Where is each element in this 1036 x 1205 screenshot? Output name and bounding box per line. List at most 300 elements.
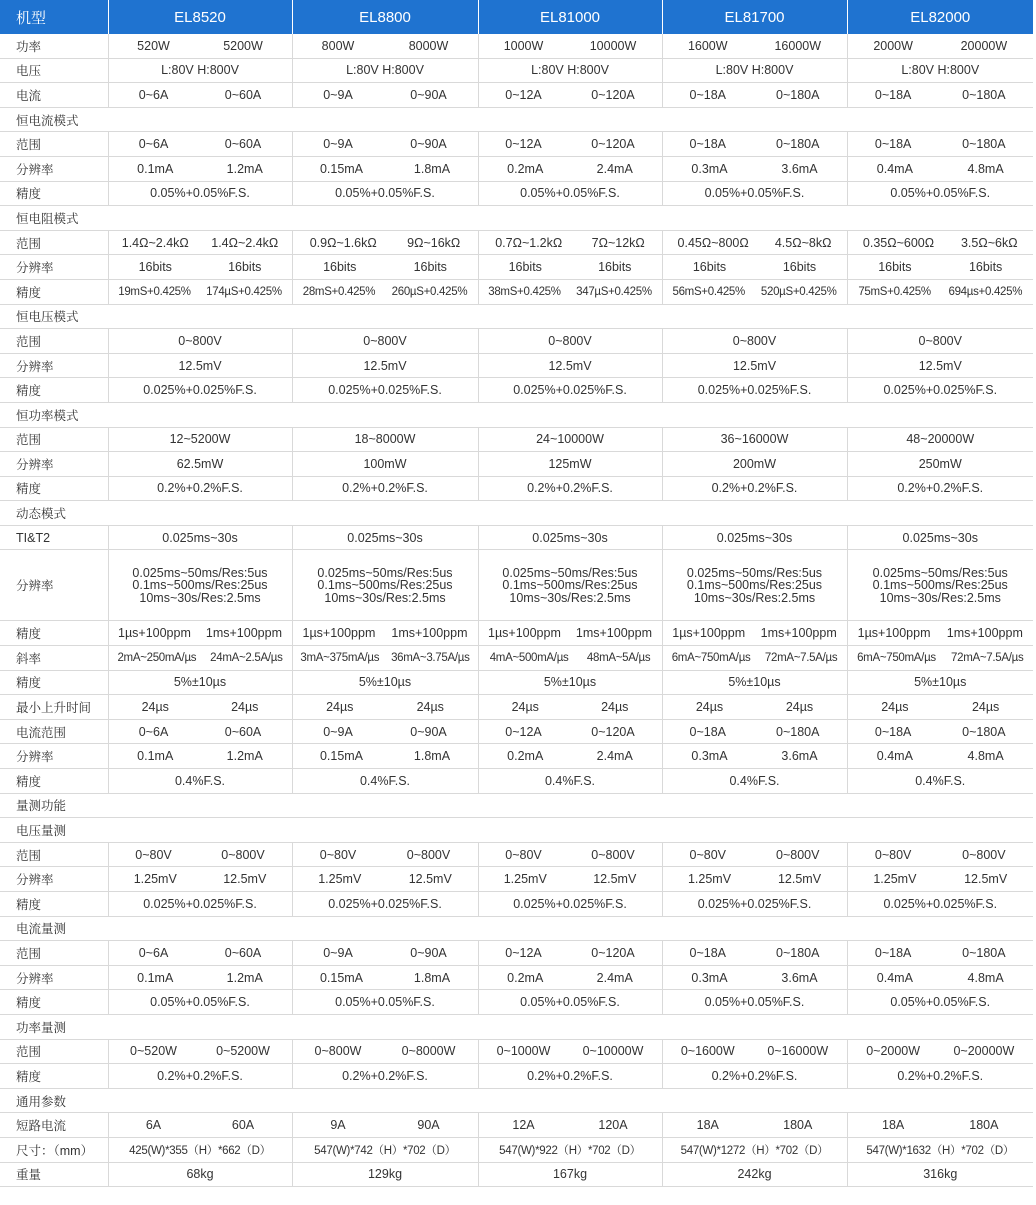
model-header-3: EL81000 [478, 0, 662, 34]
value-pair [848, 749, 1034, 763]
value-pair [663, 626, 847, 640]
model-value-cell [108, 965, 292, 990]
model-value-cell [478, 255, 662, 280]
model-value-cell [108, 452, 292, 477]
value-text: 0.2%+0.2%F.S. [342, 481, 428, 496]
low-range-value: 1.25mV [318, 872, 362, 887]
high-range-value: 36mA~3.75A/µs [391, 651, 470, 664]
value-pair [848, 872, 1034, 886]
model-value-cell [662, 83, 847, 108]
value-pair [663, 137, 847, 151]
model-value-cell [662, 842, 847, 867]
value-text: 250mW [918, 456, 962, 471]
low-range-value: 1µs+100ppm [488, 626, 561, 641]
model-value-cell [847, 452, 1033, 477]
section-title: 电压量测 [0, 818, 1033, 843]
high-range-value: 1.4Ω~2.4kΩ [211, 235, 279, 250]
high-range-value: 260µS+0.425% [391, 285, 468, 298]
high-range-value: 0~800V [591, 847, 635, 862]
low-range-value: 0~1000W [496, 1044, 551, 1059]
section-header-row [0, 402, 1033, 427]
spec-row [0, 670, 1033, 695]
value-pair [848, 162, 1034, 176]
value-text: 547(W)*1272（H）*702（D） [680, 1144, 829, 1157]
high-range-value: 72mA~7.5A/µs [764, 651, 838, 664]
low-range-value: 0~9A [323, 87, 353, 102]
high-range-value: 24µs [971, 700, 1000, 715]
high-range-value: 0~800V [406, 847, 451, 862]
value-pair [479, 725, 662, 739]
low-range-value: 0.2mA [507, 161, 544, 176]
model-value-cell [478, 769, 662, 794]
high-range-value: 0~180A [776, 87, 820, 102]
value-text: 167kg [552, 1167, 588, 1182]
model-value-cell [292, 941, 478, 966]
model-value-cell [662, 941, 847, 966]
low-range-value: 0.3mA [691, 970, 728, 985]
row-label: 分辨率 [0, 156, 108, 181]
value-text: 129kg [367, 1167, 403, 1182]
section-title: 动态模式 [0, 501, 1033, 526]
spec-row [0, 646, 1033, 671]
model-value-cell [662, 695, 847, 720]
model-value-cell [108, 1039, 292, 1064]
model-value-cell [292, 965, 478, 990]
value-pair [479, 39, 662, 53]
low-range-value: 0~6A [138, 137, 169, 152]
spec-row [0, 1137, 1033, 1162]
spec-row [0, 230, 1033, 255]
section-title: 通用参数 [0, 1088, 1033, 1113]
high-range-value: 0~120A [591, 87, 635, 102]
high-range-value: 16bits [598, 260, 632, 275]
value-text: 0.4%F.S. [174, 773, 226, 788]
model-value-cell [292, 279, 478, 304]
spec-row [0, 427, 1033, 452]
value-text: 0.2%+0.2%F.S. [157, 481, 243, 496]
high-range-value: 1ms+100ppm [391, 626, 468, 641]
high-range-value: 0~120A [591, 137, 635, 152]
high-range-value: 16bits [228, 260, 262, 275]
section-header-row [0, 1014, 1033, 1039]
value-pair [663, 946, 847, 960]
spec-row [0, 744, 1033, 769]
high-range-value: 347µS+0.425% [576, 285, 652, 298]
model-value-cell [847, 353, 1033, 378]
high-range-value: 0~180A [962, 87, 1006, 102]
high-range-value: 0~180A [962, 945, 1006, 960]
value-text: 0~800V [918, 333, 962, 348]
value-text: 0.4%F.S. [729, 773, 780, 788]
high-range-value: 0~800V [962, 847, 1006, 862]
low-range-value: 0~80V [319, 847, 357, 862]
row-label: 分辨率 [0, 452, 108, 477]
low-range-value: 0~18A [874, 724, 912, 739]
value-pair [479, 162, 662, 176]
high-range-value: 16000W [774, 38, 822, 53]
spec-row [0, 941, 1033, 966]
high-range-value: 120A [598, 1118, 628, 1133]
model-value-cell [108, 1113, 292, 1138]
low-range-value: 18A [882, 1118, 905, 1133]
row-label: 范围 [0, 230, 108, 255]
high-range-value: 1.2mA [226, 970, 263, 985]
model-value-cell [292, 378, 478, 403]
value-pair [293, 286, 478, 298]
model-value-cell [847, 279, 1033, 304]
value-text: 5%±10µs [173, 675, 227, 690]
value-text: 0.2%+0.2%F.S. [897, 1068, 984, 1083]
low-range-value: 0~12A [505, 945, 542, 960]
row-label: 精度 [0, 279, 108, 304]
high-range-value: 1.8mA [413, 749, 451, 764]
value-text: 0.2%+0.2%F.S. [527, 1068, 613, 1083]
value-pair [479, 872, 662, 886]
row-label: 范围 [0, 1039, 108, 1064]
row-label: 分辨率 [0, 744, 108, 769]
model-value-cell [662, 378, 847, 403]
model-value-cell [662, 1064, 847, 1089]
value-text: 0~800V [548, 333, 592, 348]
model-value-cell [478, 621, 662, 646]
value-pair [293, 749, 478, 763]
high-range-value: 24µs [601, 700, 629, 715]
model-value-cell [662, 892, 847, 917]
value-text: L:80V H:800V [531, 63, 609, 78]
value-pair [109, 749, 292, 763]
high-range-value: 24mA~2.5A/µs [210, 651, 283, 664]
low-range-value: 6A [145, 1118, 162, 1133]
low-range-value: 0.7Ω~1.2kΩ [495, 235, 563, 250]
row-label: 分辨率 [0, 867, 108, 892]
model-value-cell [108, 695, 292, 720]
high-range-value: 16bits [968, 260, 1003, 275]
model-value-cell [108, 329, 292, 354]
high-range-value: 4.5Ω~8kΩ [774, 235, 832, 250]
high-range-value: 0~20000W [953, 1044, 1015, 1059]
value-pair [479, 946, 662, 960]
value-pair [109, 700, 292, 714]
value-text: 0.025%+0.025%F.S. [513, 896, 627, 911]
value-pair [848, 725, 1034, 739]
high-range-value: 0~180A [962, 724, 1006, 739]
low-range-value: 1µs+100ppm [857, 626, 931, 641]
high-range-value: 12.5mV [777, 872, 822, 887]
low-range-value: 0~520W [130, 1044, 177, 1059]
high-range-value: 3.5Ω~6kΩ [960, 235, 1018, 250]
low-range-value: 0~80V [135, 847, 172, 862]
value-pair [109, 236, 292, 250]
low-range-value: 0.9Ω~1.6kΩ [309, 235, 377, 250]
model-value-cell [292, 476, 478, 501]
high-range-value: 3.6mA [781, 970, 818, 985]
model-value-cell [108, 83, 292, 108]
model-value-cell [478, 1137, 662, 1162]
model-value-cell [847, 695, 1033, 720]
model-value-cell [662, 34, 847, 58]
low-range-value: 1.4Ω~2.4kΩ [121, 235, 189, 250]
value-text: 0.025%+0.025%F.S. [143, 896, 257, 911]
model-value-cell [662, 525, 847, 550]
low-range-value: 520W [137, 38, 170, 53]
value-text: 0.05%+0.05%F.S. [335, 995, 435, 1010]
model-value-cell [108, 769, 292, 794]
low-range-value: 0~1600W [680, 1044, 735, 1059]
value-text: 0.4%F.S. [544, 773, 596, 788]
high-range-value: 24µs [416, 700, 444, 715]
high-range-value: 90A [417, 1118, 440, 1133]
model-value-cell [662, 621, 847, 646]
model-value-cell [292, 867, 478, 892]
value-text: 0.025ms~50ms/Res:5us 0.1ms~500ms/Res:25us 10ms~30s/Res:2.5ms [317, 565, 453, 605]
model-value-cell [292, 695, 478, 720]
model-value-cell [847, 744, 1033, 769]
value-text: 0.05%+0.05%F.S. [335, 186, 435, 201]
model-value-cell [478, 1039, 662, 1064]
spec-row [0, 353, 1033, 378]
value-text: 0.4%F.S. [359, 773, 411, 788]
model-value-cell [662, 867, 847, 892]
section-title: 恒电压模式 [0, 304, 1033, 329]
row-label: 功率 [0, 34, 108, 58]
row-label: 精度 [0, 769, 108, 794]
header-row [0, 0, 1033, 34]
value-pair [293, 848, 478, 862]
value-text: 0.025%+0.025%F.S. [697, 896, 812, 911]
value-text: 316kg [923, 1167, 958, 1182]
spec-row [0, 1064, 1033, 1089]
high-range-value: 16bits [782, 260, 817, 275]
model-value-cell [847, 646, 1033, 671]
spec-row [0, 452, 1033, 477]
value-pair [663, 1118, 847, 1132]
high-range-value: 0~120A [591, 724, 635, 739]
model-value-cell [847, 525, 1033, 550]
value-text: 100mW [363, 456, 407, 471]
low-range-value: 18A [696, 1118, 719, 1133]
value-pair [663, 236, 847, 250]
value-pair [293, 88, 478, 102]
value-pair [848, 971, 1034, 985]
model-value-cell [478, 1162, 662, 1187]
value-text: 12.5mV [918, 358, 962, 373]
value-pair [479, 286, 662, 298]
model-value-cell [108, 646, 292, 671]
model-value-cell [847, 378, 1033, 403]
high-range-value: 0~120A [591, 945, 635, 960]
high-range-value: 3.6mA [781, 161, 818, 176]
value-pair [109, 971, 292, 985]
low-range-value: 75mS+0.425% [858, 285, 931, 298]
low-range-value: 16bits [138, 260, 172, 275]
high-range-value: 1ms+100ppm [205, 626, 282, 641]
low-range-value: 0.15mA [319, 970, 364, 985]
model-value-cell [847, 1162, 1033, 1187]
model-value-cell [108, 427, 292, 452]
value-pair [293, 39, 478, 53]
model-value-cell [478, 353, 662, 378]
model-value-cell [847, 842, 1033, 867]
low-range-value: 0~18A [689, 87, 726, 102]
model-value-cell [292, 1113, 478, 1138]
model-value-cell [847, 58, 1033, 83]
value-text: 125mW [548, 456, 592, 471]
section-title: 恒电流模式 [0, 107, 1033, 132]
value-text: 242kg [737, 1167, 772, 1182]
model-value-cell [662, 255, 847, 280]
row-label: 斜率 [0, 646, 108, 671]
row-label: 分辨率 [0, 550, 108, 621]
model-value-cell [847, 1137, 1033, 1162]
model-value-cell [847, 156, 1033, 181]
model-value-cell [108, 525, 292, 550]
high-range-value: 7Ω~12kΩ [591, 235, 645, 250]
high-range-value: 10000W [589, 38, 637, 53]
model-value-cell [847, 132, 1033, 157]
value-text: 12.5mV [363, 358, 407, 373]
high-range-value: 520µS+0.425% [760, 285, 837, 298]
spec-row [0, 34, 1033, 58]
value-pair [663, 88, 847, 102]
model-value-cell [478, 695, 662, 720]
high-range-value: 694µs+0.425% [948, 285, 1023, 298]
value-pair [848, 848, 1034, 862]
value-text: 0.05%+0.05%F.S. [520, 186, 620, 201]
model-value-cell [108, 378, 292, 403]
section-header-row [0, 501, 1033, 526]
low-range-value: 24µs [141, 700, 169, 715]
value-text: 0.025%+0.025%F.S. [883, 896, 998, 911]
value-text: 0.025%+0.025%F.S. [697, 383, 812, 398]
low-range-value: 1µs+100ppm [302, 626, 376, 641]
value-pair [109, 872, 292, 886]
row-label: 精度 [0, 476, 108, 501]
high-range-value: 0~90A [410, 945, 447, 960]
model-value-cell [292, 181, 478, 206]
model-value-cell [478, 867, 662, 892]
spec-row [0, 719, 1033, 744]
value-pair [848, 137, 1034, 151]
model-value-cell [292, 353, 478, 378]
model-value-cell [478, 892, 662, 917]
model-value-cell [478, 1064, 662, 1089]
value-text: 0.025%+0.025%F.S. [328, 896, 442, 911]
model-value-cell [662, 329, 847, 354]
high-range-value: 4.8mA [967, 161, 1004, 176]
high-range-value: 180A [783, 1118, 813, 1133]
model-value-cell [108, 1162, 292, 1187]
value-pair [479, 137, 662, 151]
model-value-cell [108, 744, 292, 769]
model-value-cell [292, 842, 478, 867]
value-pair [293, 725, 478, 739]
spec-row [0, 1039, 1033, 1064]
spec-row [0, 621, 1033, 646]
section-header-row [0, 916, 1033, 941]
spec-row [0, 58, 1033, 83]
model-value-cell [478, 990, 662, 1015]
high-range-value: 0~90A [410, 87, 447, 102]
value-pair [663, 162, 847, 176]
model-value-cell [662, 132, 847, 157]
row-label: 最小上升时间 [0, 695, 108, 720]
value-text: 0.05%+0.05%F.S. [520, 995, 620, 1010]
model-header-2: EL8800 [292, 0, 478, 34]
low-range-value: 28mS+0.425% [302, 285, 376, 298]
high-range-value: 1.8mA [413, 970, 451, 985]
value-text: 200mW [732, 456, 777, 471]
model-value-cell [478, 550, 662, 621]
model-value-cell [662, 744, 847, 769]
low-range-value: 6mA~750mA/µs [671, 651, 751, 664]
value-pair [848, 652, 1034, 664]
model-value-cell [108, 476, 292, 501]
low-range-value: 1600W [687, 38, 728, 53]
section-header-row [0, 793, 1033, 818]
model-value-cell [847, 550, 1033, 621]
spec-row [0, 550, 1033, 621]
value-text: 0.025ms~30s [532, 530, 608, 545]
model-value-cell [292, 670, 478, 695]
section-header-row [0, 107, 1033, 132]
section-header-row [0, 1088, 1033, 1113]
value-text: 425(W)*355（H）*662（D） [129, 1144, 271, 1157]
model-value-cell [292, 1137, 478, 1162]
value-text: 0~800V [178, 333, 222, 348]
section-title: 功率量测 [0, 1014, 1033, 1039]
model-value-cell [478, 842, 662, 867]
value-pair [479, 848, 662, 862]
value-pair [848, 1044, 1034, 1058]
row-label: 范围 [0, 329, 108, 354]
value-pair [109, 1044, 292, 1058]
row-label: 电流 [0, 83, 108, 108]
model-value-cell [847, 329, 1033, 354]
high-range-value: 2.4mA [596, 970, 633, 985]
value-pair [848, 88, 1034, 102]
value-text: 24~10000W [536, 432, 604, 447]
value-text: 0.025%+0.025%F.S. [513, 383, 627, 398]
model-value-cell [292, 550, 478, 621]
model-label-header: 机型 [0, 0, 108, 34]
spec-row [0, 867, 1033, 892]
model-value-cell [662, 476, 847, 501]
value-pair [479, 1118, 662, 1132]
low-range-value: 0~80V [505, 847, 542, 862]
value-text: 0.05%+0.05%F.S. [704, 186, 805, 201]
row-label: TI&T2 [0, 525, 108, 550]
value-pair [109, 946, 292, 960]
low-range-value: 0~18A [874, 87, 912, 102]
value-pair [663, 725, 847, 739]
model-value-cell [847, 670, 1033, 695]
model-value-cell [662, 670, 847, 695]
model-value-cell [662, 990, 847, 1015]
low-range-value: 1.25mV [873, 872, 917, 887]
section-title: 恒电阻模式 [0, 206, 1033, 231]
spec-row [0, 769, 1033, 794]
low-range-value: 0.4mA [876, 970, 913, 985]
spec-row [0, 279, 1033, 304]
low-range-value: 0.3mA [691, 161, 728, 176]
low-range-value: 1.25mV [503, 872, 547, 887]
row-label: 范围 [0, 132, 108, 157]
model-value-cell [108, 132, 292, 157]
row-label: 短路电流 [0, 1113, 108, 1138]
spec-row [0, 156, 1033, 181]
model-header-4: EL81700 [662, 0, 847, 34]
row-label: 精度 [0, 378, 108, 403]
